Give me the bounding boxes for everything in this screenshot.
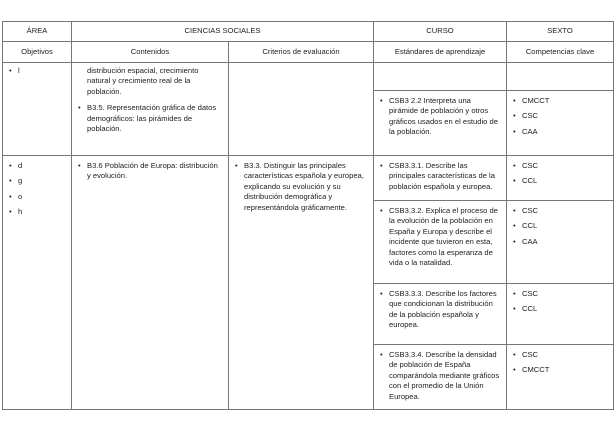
list-item: • o (9, 192, 65, 202)
curriculum-table (2, 21, 614, 410)
list-item: • CSB3 2.2 Interpreta una pirámide de población y otros gráficos usados en el estudio de la población. (380, 96, 500, 138)
area-label: ÁREA (3, 22, 72, 42)
competencias-cell (507, 91, 614, 156)
list-item: • CSC (513, 289, 607, 299)
list-item: • CCL (513, 221, 607, 231)
col-criterios: Criterios de evaluación (229, 42, 374, 63)
estandar-cell (374, 345, 507, 410)
criterios-cell (229, 156, 374, 410)
estandar-cell (374, 156, 507, 201)
list-item: • CSC (513, 350, 607, 360)
table-row (3, 63, 614, 91)
course-value: SEXTO (507, 22, 614, 42)
list-item: • B3.5. Representación gráfica de datos demográficos: las pirámides de población. (78, 103, 222, 134)
table-row (3, 156, 614, 201)
column-header-row (3, 42, 614, 63)
header-row (3, 22, 614, 42)
list-item: • CSB3.3.2. Explica el proceso de la evolución de la población en España y Europa y describe el incidente que tuvieron en esta, factores como la esperanza de vida o la natalidad. (380, 206, 500, 268)
list-item: • CMCCT (513, 365, 607, 375)
list-item: • d (9, 161, 65, 171)
list-item: • CSB3.3.1. Describe las principales características de la población española y europea. (380, 161, 500, 192)
competencias-cell (507, 156, 614, 201)
list-item: • B3.3. Distinguir las principales características española y europea, explicando su evolución y su distribución demográfica y representándola gráficamente. (235, 161, 367, 213)
list-item: • CSB3.3.3. Describe los factores que condicionan la distribución de la población española y europea. (380, 289, 500, 331)
list-item: • l (9, 66, 65, 76)
list-item: • B3.6 Población de Europa: distribución y evolución. (78, 161, 222, 182)
competencias-cell (507, 345, 614, 410)
list-item: • CSB3.3.4. Describe la densidad de población de España comparándola mediante gráficos con el promedio de la Unión Europea. (380, 350, 500, 402)
course-label: CURSO (374, 22, 507, 42)
list-item: • CAA (513, 127, 607, 137)
list-item: • CSC (513, 206, 607, 216)
estandar-cell (374, 91, 507, 156)
list-item: • CMCCT (513, 96, 607, 106)
objetivos-cell (3, 63, 72, 156)
contenidos-cell (72, 156, 229, 410)
col-estandares: Estándares de aprendizaje (374, 42, 507, 63)
list-item: • g (9, 176, 65, 186)
estandar-cell (374, 201, 507, 284)
estandar-empty-cell (374, 63, 507, 91)
list-item: • CSC (513, 161, 607, 171)
criterios-cell (229, 63, 374, 156)
curriculum-table-wrapper (2, 21, 613, 410)
list-item: • CCL (513, 176, 607, 186)
col-contenidos: Contenidos (72, 42, 229, 63)
subject-title: CIENCIAS SOCIALES (72, 22, 374, 42)
col-competencias: Competencias clave (507, 42, 614, 63)
competencias-empty-cell (507, 63, 614, 91)
contenido-continuation: distribución espacial, crecimiento natural y crecimiento real de la población. (87, 66, 199, 96)
list-item: • CCL (513, 304, 607, 314)
estandar-cell (374, 284, 507, 345)
col-objetivos: Objetivos (3, 42, 72, 63)
list-item: • CSC (513, 111, 607, 121)
competencias-cell (507, 284, 614, 345)
list-item: • CAA (513, 237, 607, 247)
objetivos-cell (3, 156, 72, 410)
competencias-cell (507, 201, 614, 284)
contenidos-cell (72, 63, 229, 156)
list-item: • h (9, 207, 65, 217)
